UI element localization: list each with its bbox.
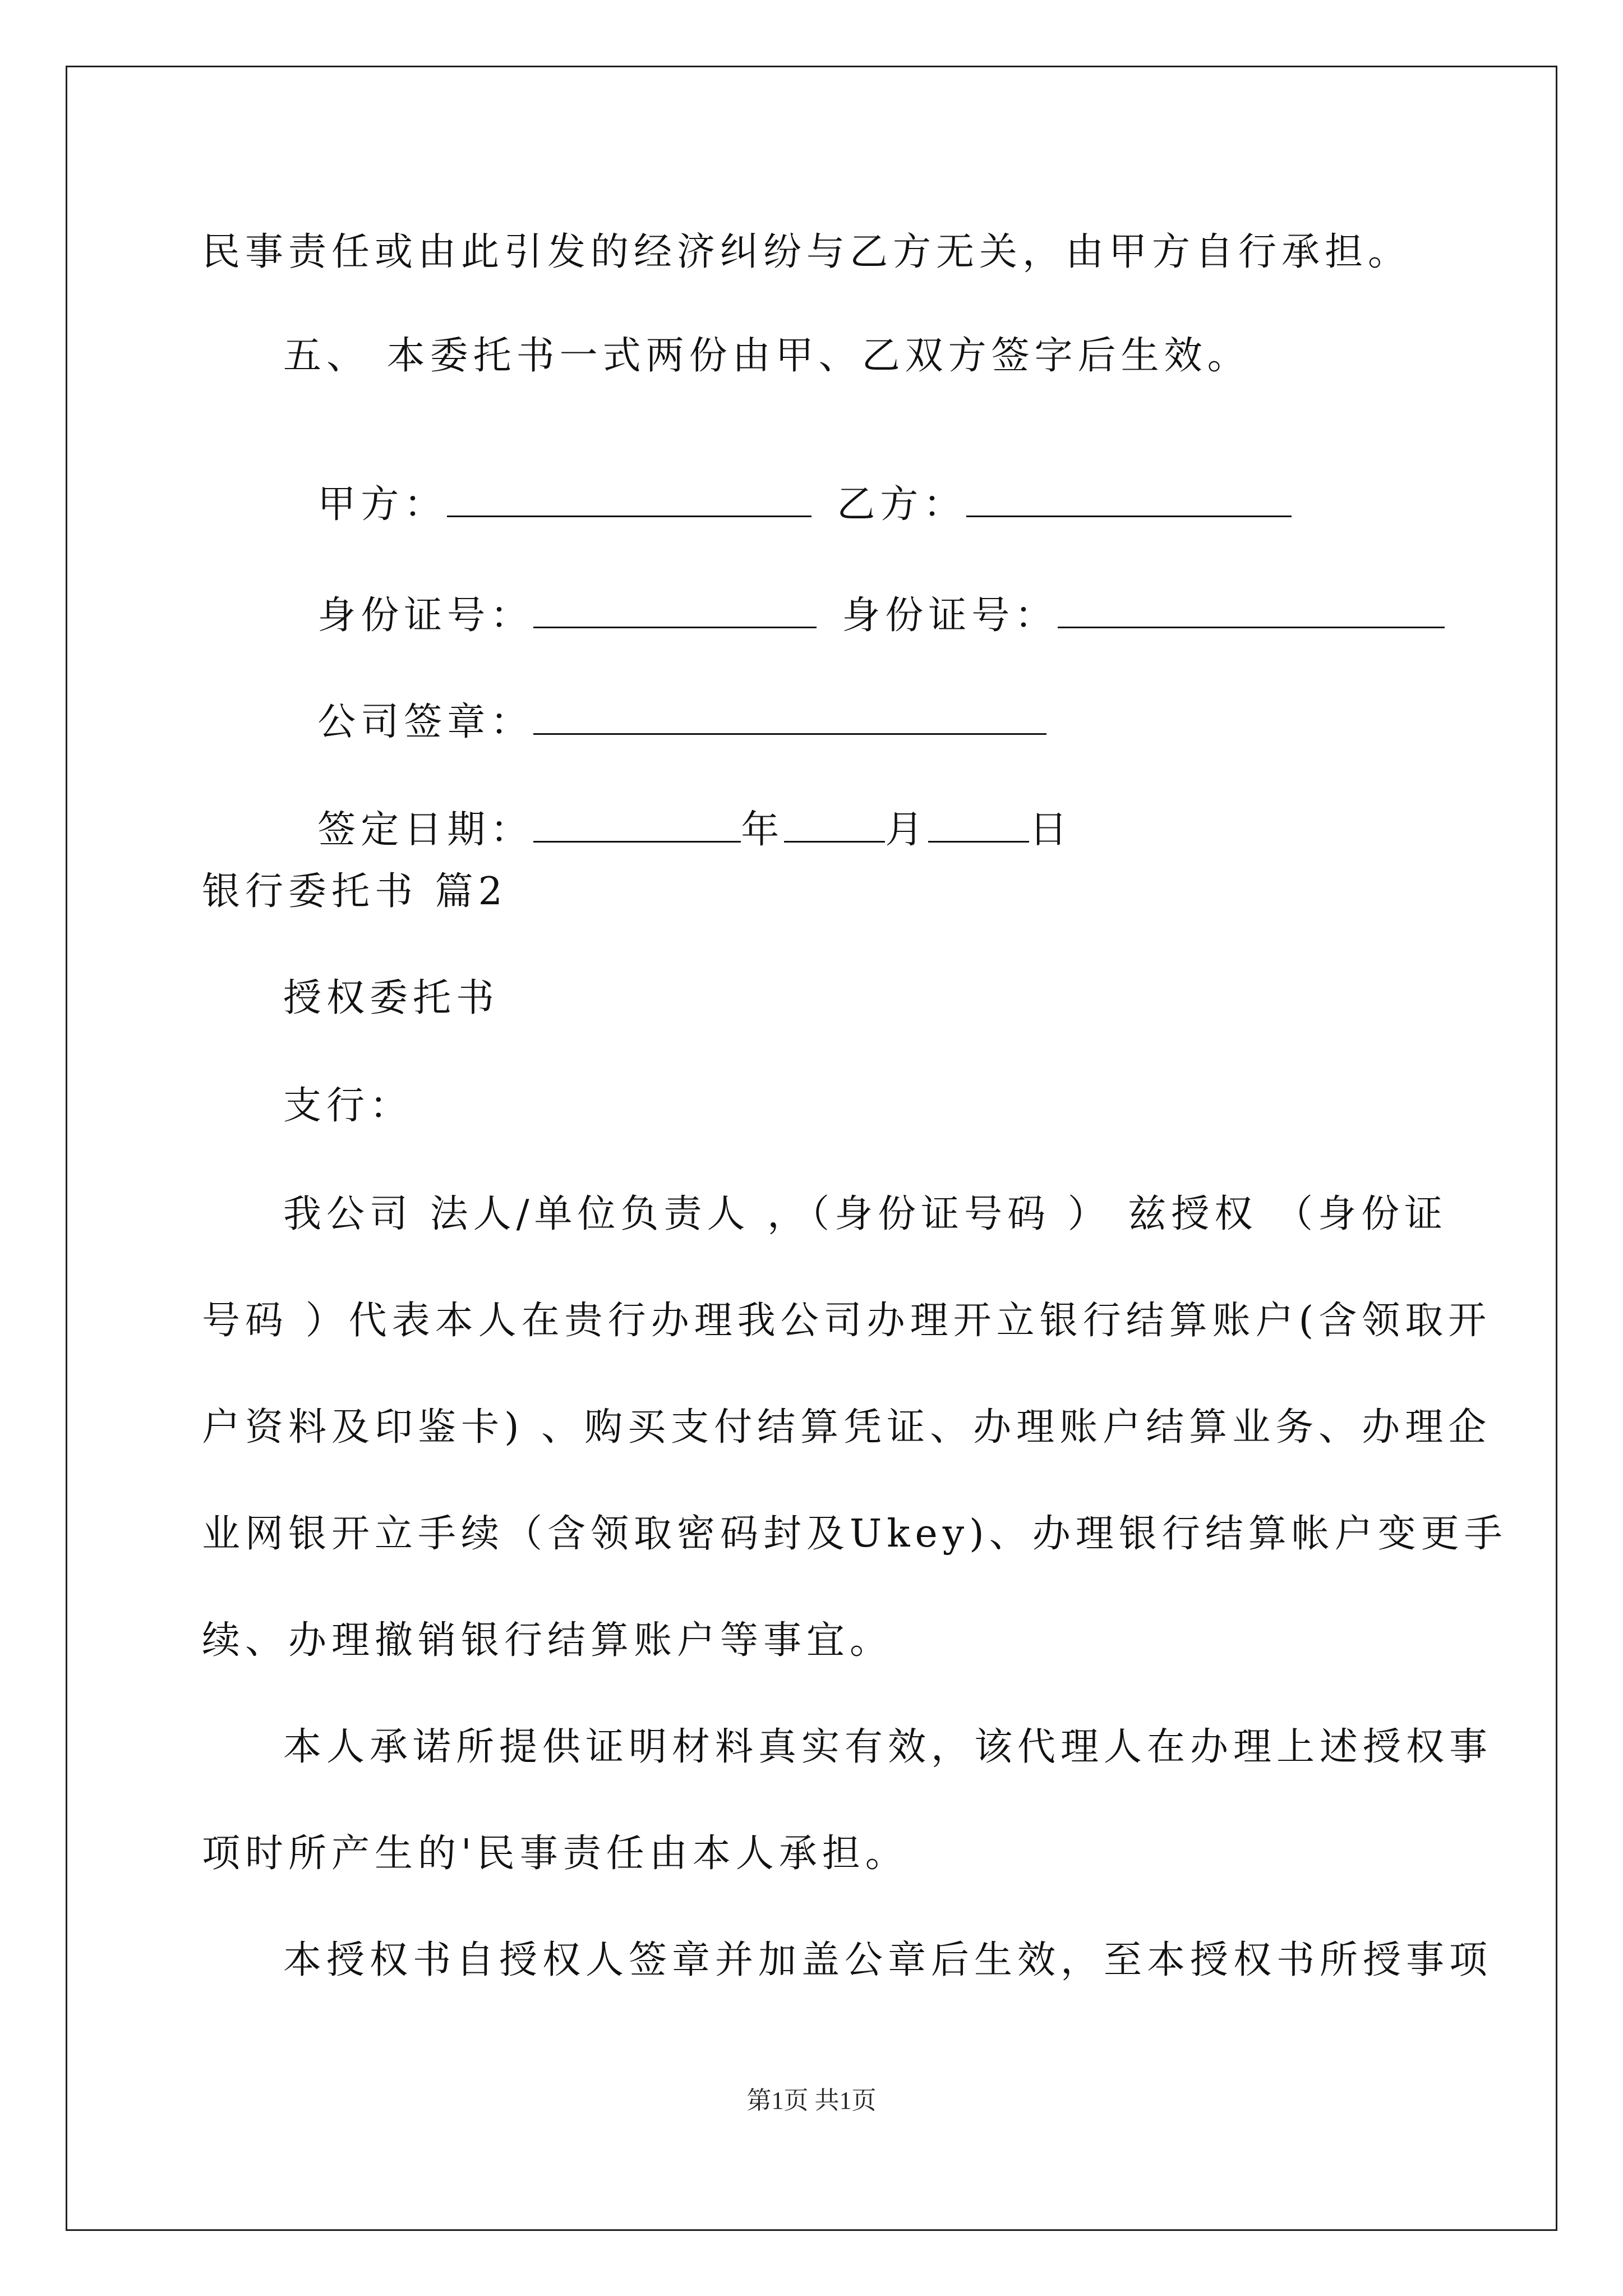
body-line: 业网银开立手续（含领取密码封及Ukey)、办理银行结算帐户变更手 — [202, 1512, 1507, 1556]
date-label: 签定日期： — [317, 808, 534, 852]
party-a-blank — [447, 483, 811, 517]
company-seal-row — [283, 655, 1046, 745]
clause-five: 五、 本委托书一式两份由甲、乙双方签字后生效。 — [283, 334, 1251, 378]
body-line: 户资料及印鉴卡) 、购买支付结算凭证、办理账户结算业务、办理企 — [202, 1405, 1492, 1450]
id-b-label: 身份证号： — [842, 593, 1058, 638]
id-a-label: 身份证号： — [317, 593, 534, 638]
body-line: 号码 ）代表本人在贵行办理我公司办理开立银行结算账户(含领取开 — [202, 1299, 1492, 1343]
section-heading: 银行委托书 篇2 — [202, 869, 508, 914]
party-b-label: 乙方： — [837, 482, 967, 527]
page-footer: 第1页 共1页 — [746, 2087, 877, 2114]
promise-line: 项时所产生的'民事责任由本人承担。 — [202, 1832, 909, 1876]
year-blank — [533, 808, 741, 843]
effect-line: 本授权书自授权人签章并加盖公章后生效，至本授权书所授事项 — [283, 1938, 1493, 1982]
promise-line: 本人承诺所提供证明材料真实有效，该代理人在办理上述授权事 — [283, 1725, 1493, 1769]
day-blank — [928, 808, 1029, 843]
month-label: 月 — [885, 808, 929, 852]
paragraph-text: 民事责任或由此引发的经济纠纷与乙方无关，由甲方自行承担。 — [202, 230, 1412, 274]
id-a-blank — [533, 594, 817, 628]
body-line: 我公司 法人/单位负责人 ，（身份证号码 ） 兹授权 （身份证 — [283, 1192, 1447, 1236]
party-signature-row — [283, 438, 1292, 527]
month-blank — [784, 808, 885, 843]
seal-label: 公司签章： — [317, 700, 534, 744]
seal-blank — [533, 701, 1046, 735]
day-label: 日 — [1029, 808, 1073, 852]
sign-date-row — [283, 763, 1072, 853]
year-label: 年 — [741, 808, 785, 852]
party-b-blank — [966, 483, 1292, 517]
party-a-label: 甲方： — [317, 482, 448, 527]
document-title: 授权委托书 — [283, 976, 500, 1020]
id-b-blank — [1058, 594, 1445, 628]
addressee: 支行： — [283, 1084, 413, 1128]
body-line: 续、办理撤销银行结算账户等事宜。 — [202, 1618, 893, 1663]
id-number-row — [283, 549, 1445, 638]
page-border — [66, 66, 1557, 2231]
